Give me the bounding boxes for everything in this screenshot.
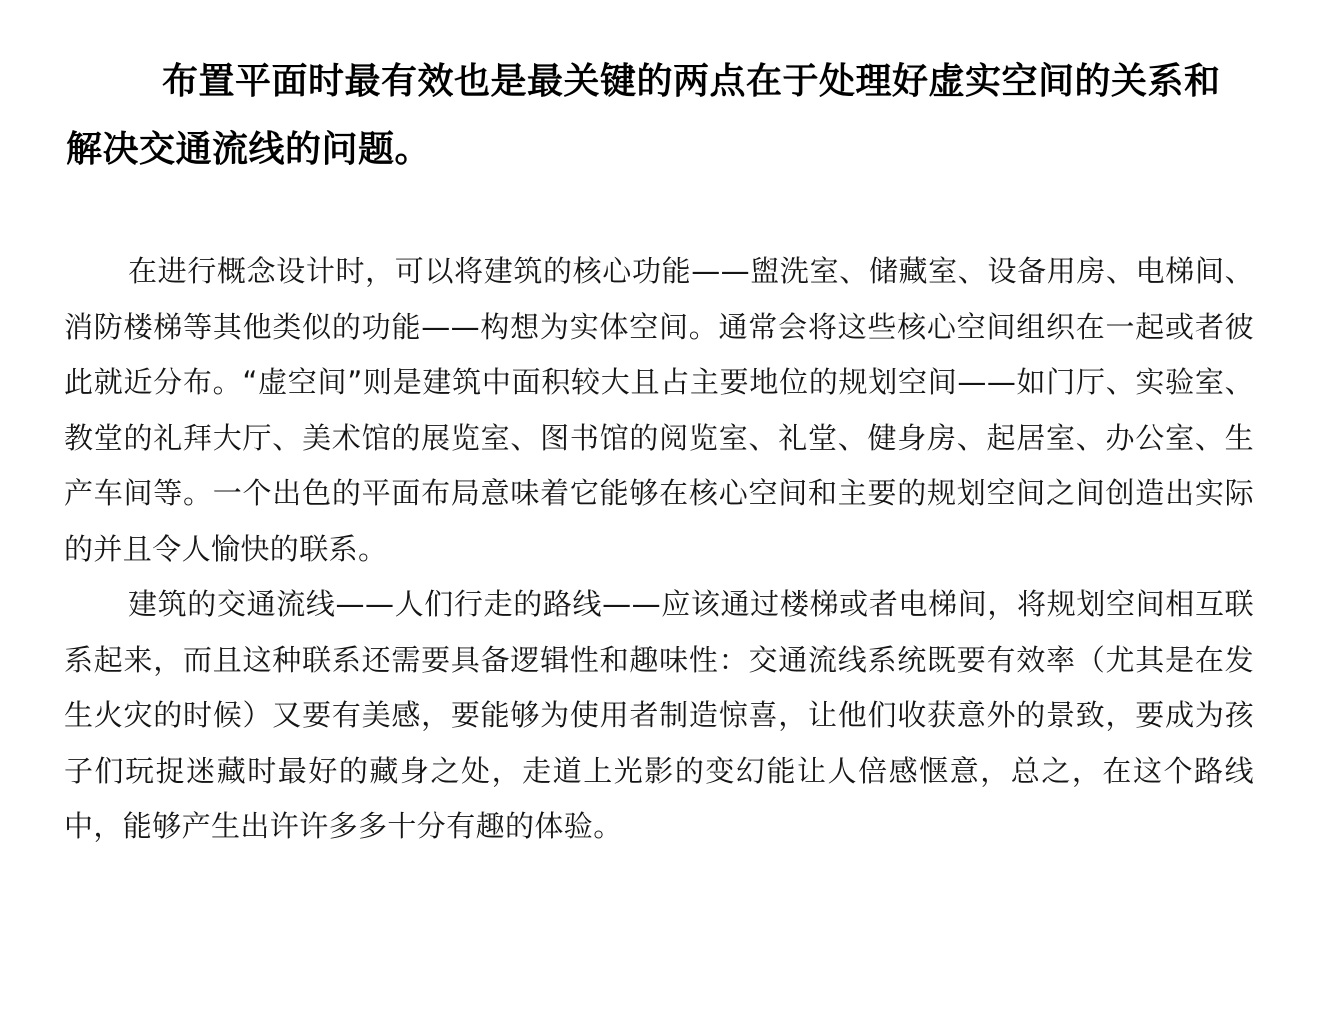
body-text — [64, 244, 1254, 855]
paragraph-core-and-void-spaces: 在进行概念设计时，可以将建筑的核心功能——盥洗室、储藏室、设备用房、电梯间、消防楼梯等其他类似的功能——构想为实体空间。通常会将这些核心空间组织在一起或者彼此就近分布。“虚空间”则是建筑中面积较大且占主要地位的规划空间——如门厅、实验室、教堂的礼拜大厅、美术馆的展览室、图书馆的阅览室、礼堂、健身房、起居室、办公室、生产车间等。一个出色的平面布局意味着它能够在核心空间和主要的规划空间之间创造出实际的并且令人愉快的联系。 — [64, 254, 1254, 566]
paragraph-circulation: 建筑的交通流线——人们行走的路线——应该通过楼梯或者电梯间，将规划空间相互联系起来，而且这种联系还需要具备逻辑性和趣味性：交通流线系统既要有效率（尤其是在发生火灾的时候）又要有美感，要能够为使用者制造惊喜，让他们收获意外的景致，要成为孩子们玩捉迷藏时最好的藏身之处，走道上光影的变幻能让人倍感惬意，总之，在这个路线中，能够产生出许许多多十分有趣的体验。 — [64, 587, 1254, 843]
lead-heading: 布置平面时最有效也是最关键的两点在于处理好虚实空间的关系和解决交通流线的问题。 — [66, 61, 1221, 170]
